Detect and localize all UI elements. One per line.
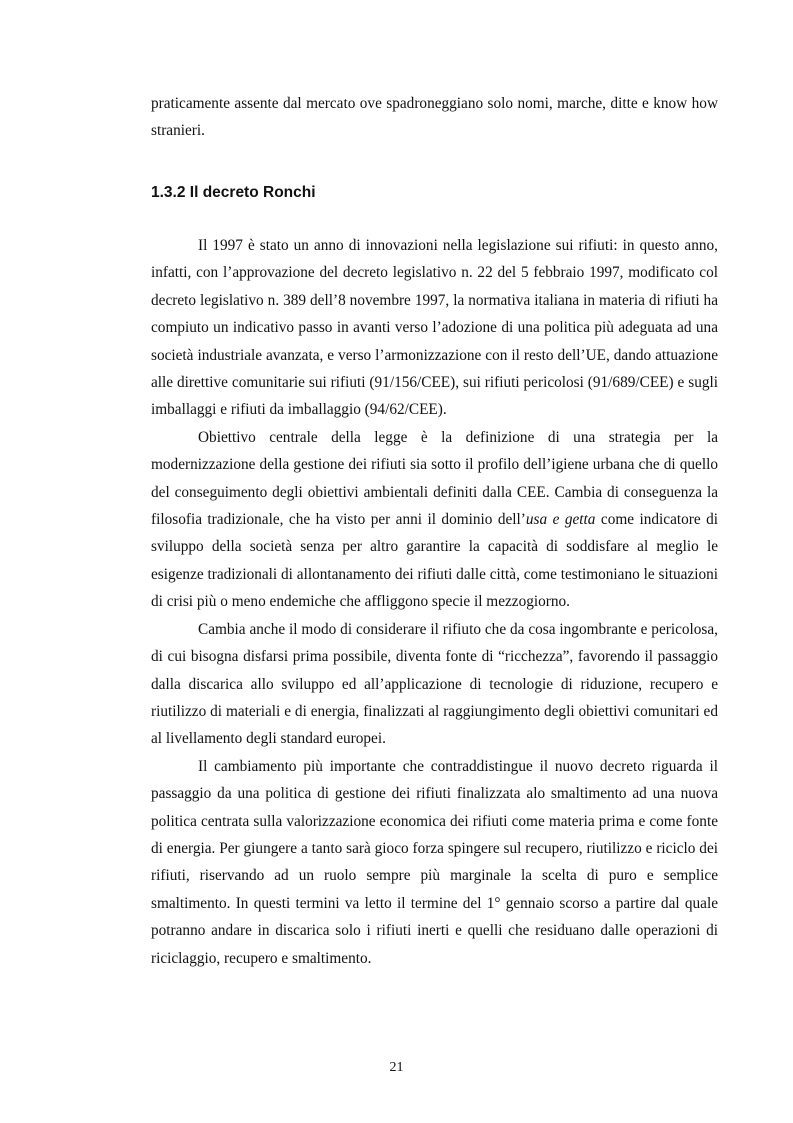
intro-paragraph: praticamente assente dal mercato ove spadroneggiano solo nomi, marche, ditte e know how stranieri. bbox=[151, 95, 718, 140]
paragraph-1: Il 1997 è stato un anno di innovazioni nella legislazione sui rifiuti: in questo anno, infatti, con l’approvazione del decreto legislativo n. 22 del 5 febbraio 1997, modificato col decreto legislativo n. 389 dell’8 novembre 1997, la normativa italiana in materia di rifiuti ha compiuto un indicativo passo in avanti verso l’adozione di una politica più adeguata ad una società industriale avanzata, e verso l’armonizzazione con il resto dell’UE, dando attuazione alle direttive comunitarie sui rifiuti (91/156/CEE), sui rifiuti pericolosi (91/689/CEE) e sugli imballaggi e rifiuti da imballaggio (94/62/CEE). bbox=[151, 237, 718, 419]
paragraph-3: Cambia anche il modo di considerare il rifiuto che da cosa ingombrante e pericolosa, di cui bisogna disfarsi prima possibile, diventa fonte di “ricchezza”, favorendo il passaggio dalla discarica allo sviluppo ed all’applicazione di tecnologie di riduzione, recupero e riutilizzo di materiali e di energia, finalizzati al raggiungimento degli obiettivi comunitari ed al livellamento degli standard europei. bbox=[151, 620, 718, 748]
emphasis-usa-e-getta: usa e getta bbox=[525, 511, 596, 529]
paragraph-2 bbox=[151, 424, 718, 616]
paragraph-4: Il cambiamento più importante che contraddistingue il nuovo decreto riguarda il passaggio da una politica di gestione dei rifiuti finalizzata alo smaltimento ad una nuova politica centrata sulla valorizzazione economica dei rifiuti come materia prima e come fonte di energia. Per giungere a tanto sarà gioco forza spingere sul recupero, riutilizzo e riciclo dei rifiuti, riservando ad un ruolo sempre più marginale la scelta di puro e semplice smaltimento. In questi termini va letto il termine del 1° gennaio scorso a partire dal quale potranno andare in discarica solo i rifiuti inerti e quelli che residuano dalle operazioni di riciclaggio, recupero e smaltimento. bbox=[151, 757, 718, 967]
page-number: 21 bbox=[389, 1060, 404, 1075]
paragraph-2-text-before: Obiettivo centrale della legge è la definizione di una strategia per la modernizzazione della gestione dei rifiuti sia sotto il profilo dell’igiene urbana che di quello del conseguimento degli obiettivi ambientali definiti dalla CEE. Cambia di conseguenza la filosofia tradizionale, che ha visto per anni il dominio dell’ bbox=[151, 428, 718, 529]
section-heading: 1.3.2 Il decreto Ronchi bbox=[151, 184, 316, 201]
paragraph-2-text-after: come indicatore di sviluppo della società senza per altro garantire la capacità di soddisfare al meglio le esigenze tradizionali di allontanamento dei rifiuti dalle città, come testimoniano le situazioni di crisi più o meno endemiche che affliggono specie il mezzogiorno. bbox=[151, 511, 718, 611]
section-body bbox=[151, 232, 718, 972]
